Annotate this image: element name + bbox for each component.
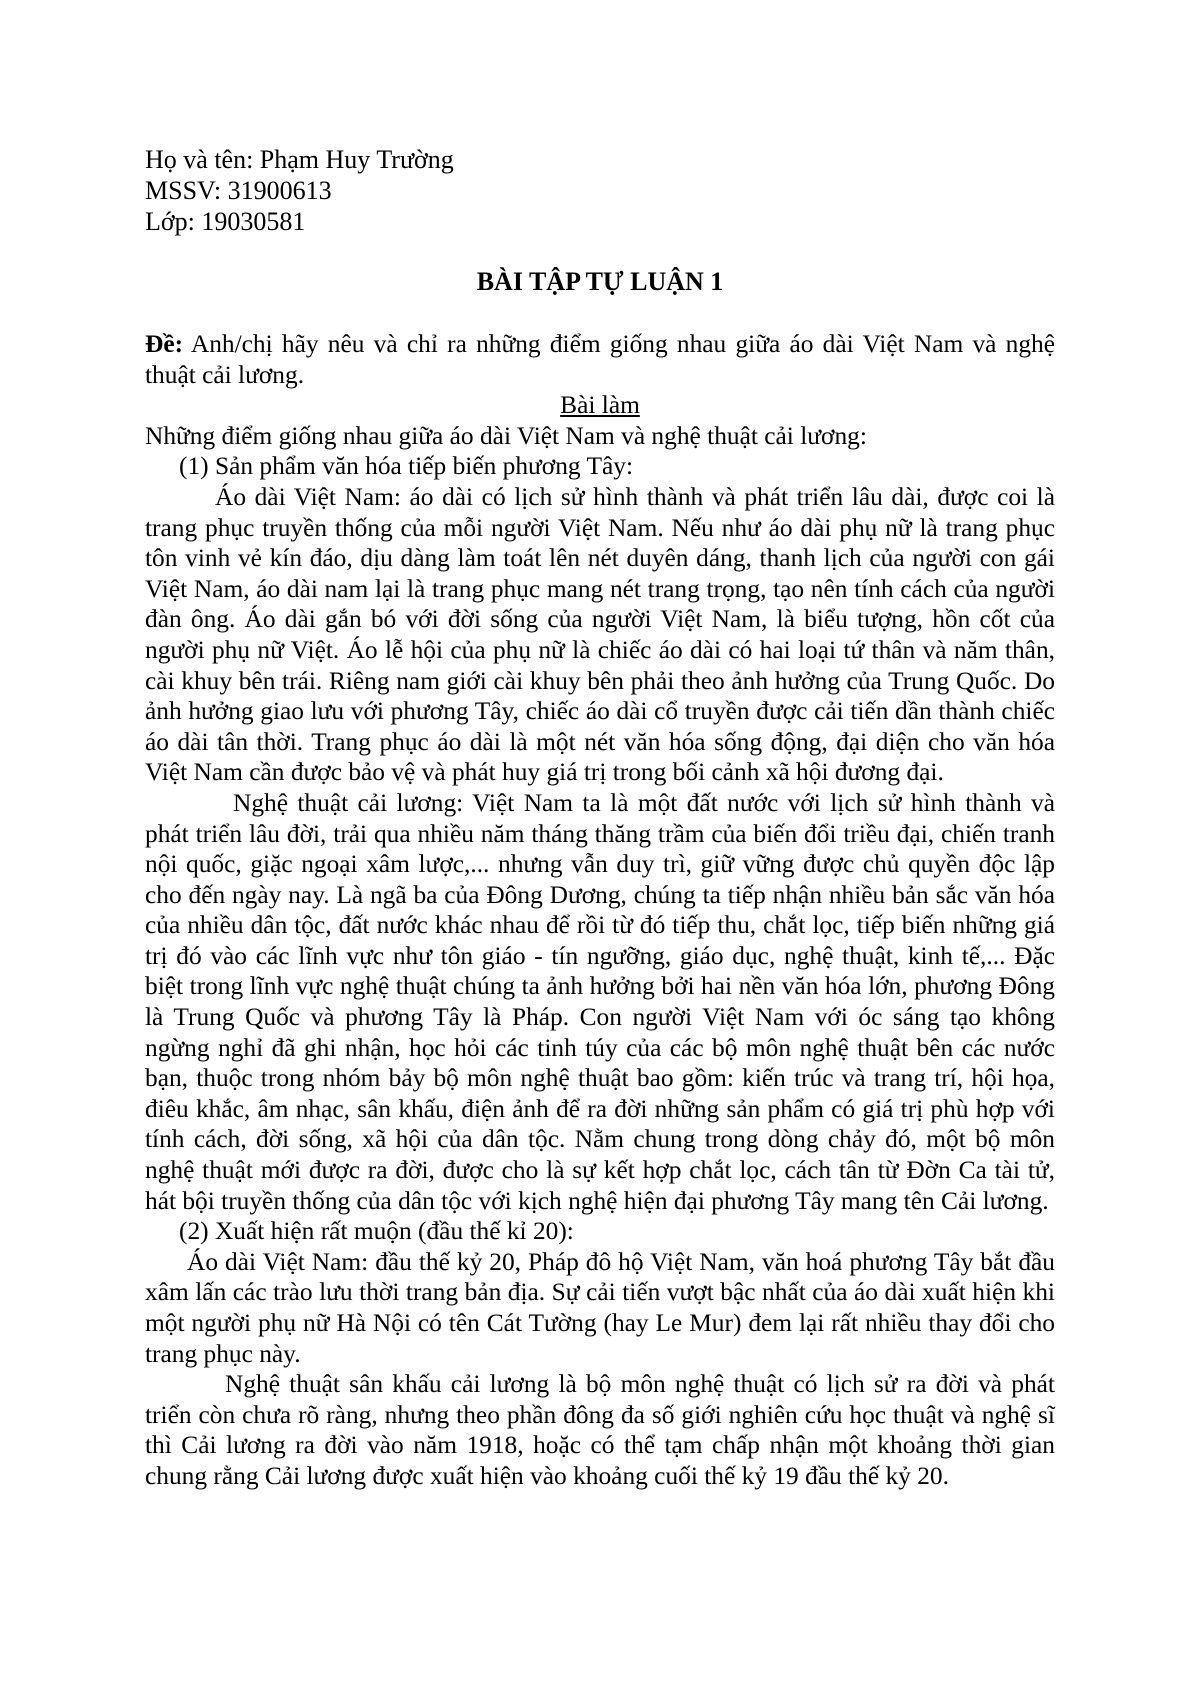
student-name: Họ và tên: Phạm Huy Trường: [145, 145, 454, 174]
section-2-heading: (2) Xuất hiện rất muộn (đầu thế kỉ 20):: [179, 1217, 574, 1246]
document-body: [145, 329, 1055, 1492]
document-title: BÀI TẬP TỰ LUẬN 1: [476, 267, 724, 296]
section-1-cai-luong-paragraph: Nghệ thuật cải lương: Việt Nam ta là một đất nước với lịch sử hình thành và phát triển lâu đời, trải qua nhiều năm tháng thăng trầm của biến đổi triều đại, chiến tranh nội quốc, giặc ngoại xâm lược,... nhưng vẫn duy trì, giữ vững được chủ quyền độc lập cho đến ngày nay. Là ngã ba của Đông Dương, chúng ta tiếp nhận nhiều bản sắc văn hóa của nhiều dân tộc, đất nước khác nhau để rồi từ đó tiếp thu, chắt lọc, tiếp biến những giá trị đó vào các lĩnh vực như tôn giáo - tín ngưỡng, giáo dục, nghệ thuật, kinh tế,... Đặc biệt trong lĩnh vực nghệ thuật chúng ta ảnh hưởng bởi hai nền văn hóa lớn, phương Đông là Trung Quốc và phương Tây là Pháp. Con người Việt Nam với óc sáng tạo không ngừng nghỉ đã ghi nhận, học hỏi các tinh túy của các bộ môn nghệ thuật bên các nước bạn, thuộc trong nhóm bảy bộ môn nghệ thuật bao gồm: kiến trúc và trang trí, hội họa, điêu khắc, âm nhạc, sân khấu, điện ảnh để ra đời những sản phẩm có giá trị phù hợp với tính cách, đời sống, xã hội của dân tộc. Nằm chung trong dòng chảy đó, một bộ môn nghệ thuật mới được ra đời, được cho là sự kết hợp chắt lọc, cách tân từ Đờn Ca tài tử, hát bội truyền thống của dân tộc với kịch nghệ hiện đại phương Tây mang tên Cải lương.: [145, 788, 1055, 1215]
prompt-text: Anh/chị hãy nêu và chỉ ra những điểm giống nhau giữa áo dài Việt Nam và nghệ thuật cải lương.: [145, 330, 1055, 389]
answer-intro: Những điểm giống nhau giữa áo dài Việt Nam và nghệ thuật cải lương:: [145, 421, 867, 450]
section-1-heading: (1) Sản phẩm văn hóa tiếp biến phương Tây:: [179, 452, 634, 481]
student-class: Lớp: 19030581: [145, 207, 306, 236]
section-1-ao-dai-paragraph: Áo dài Việt Nam: áo dài có lịch sử hình thành và phát triển lâu dài, được coi là trang phục truyền thống của mỗi người Việt Nam. Nếu như áo dài phụ nữ là trang phục tôn vinh vẻ kín đáo, dịu dàng làm toát lên nét duyên dáng, thanh lịch của người con gái Việt Nam, áo dài nam lại là trang phục mang nét trang trọng, tạo nên tính cách của người đàn ông. Áo dài gắn bó với đời sống của người Việt Nam, là biểu tượng, hồn cốt của người phụ nữ Việt. Áo lễ hội của phụ nữ là chiếc áo dài có hai loại tứ thân và năm thân, cài khuy bên trái. Riêng nam giới cài khuy bên phải theo ảnh hưởng của Trung Quốc. Do ảnh hưởng giao lưu với phương Tây, chiếc áo dài cổ truyền được cải tiến dần thành chiếc áo dài tân thời. Trang phục áo dài là một nét văn hóa sống động, đại diện cho văn hóa Việt Nam cần được bảo vệ và phát huy giá trị trong bối cảnh xã hội đương đại.: [145, 482, 1055, 787]
section-2-ao-dai-paragraph: Áo dài Việt Nam: đầu thế kỷ 20, Pháp đô hộ Việt Nam, văn hoá phương Tây bắt đầu xâm lấn các trào lưu thời trang bản địa. Sự cải tiến vượt bậc nhất của áo dài xuất hiện khi một người phụ nữ Hà Nội có tên Cát Tường (hay Le Mur) đem lại rất nhiều thay đổi cho trang phục này.: [145, 1247, 1055, 1368]
student-id: MSSV: 31900613: [145, 176, 332, 205]
section-2-cai-luong-paragraph: Nghệ thuật sân khấu cải lương là bộ môn nghệ thuật có lịch sử ra đời và phát triển còn chưa rõ ràng, nhưng theo phần đông đa số giới nghiên cứu học thuật và nghệ sĩ thì Cải lương ra đời vào năm 1918, hoặc có thể tạm chấp nhận một khoảng thời gian chung rằng Cải lương được xuất hiện vào khoảng cuối thế kỷ 19 đầu thế kỷ 20.: [145, 1370, 1055, 1490]
student-info: [145, 144, 454, 237]
prompt-label: Đề:: [145, 330, 184, 358]
assignment-prompt: [145, 329, 1055, 390]
answer-heading: Bài làm: [560, 391, 640, 420]
